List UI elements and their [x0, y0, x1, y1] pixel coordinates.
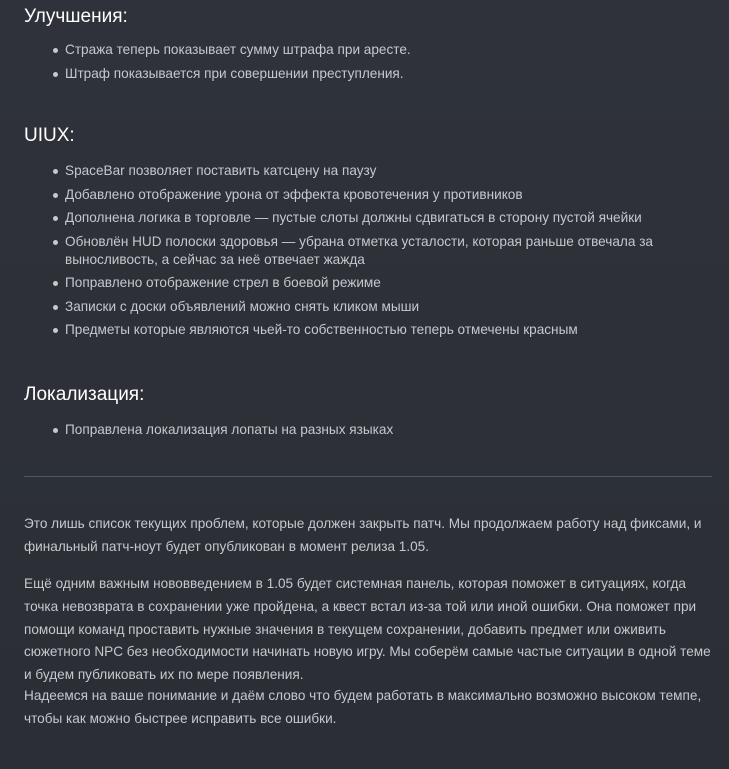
localization-list: [24, 421, 684, 445]
list-item: Поправлено отображение стрел в боевой режиме: [24, 274, 684, 292]
section-heading-localization: Локализация:: [24, 384, 145, 405]
list-item: Предметы которые являются чьей-то собственностью теперь отмечены красным: [24, 321, 684, 339]
uiux-list: [24, 162, 684, 345]
section-heading-improvements: Улучшения:: [24, 6, 128, 27]
divider: [24, 476, 712, 477]
list-item: Стража теперь показывает сумму штрафа при аресте.: [24, 41, 684, 59]
improvements-list: [24, 41, 684, 88]
list-item: Записки с доски объявлений можно снять кликом мыши: [24, 298, 684, 316]
section-heading-uiux: UIUX:: [24, 125, 75, 146]
paragraph: Это лишь список текущих проблем, которые должен закрыть патч. Мы продолжаем работу над фиксами, и финальный патч-ноут будет опубликован в момент релиза 1.05.: [24, 516, 702, 554]
list-item: Обновлён HUD полоски здоровья — убрана отметка усталости, которая раньше отвечала за выносливость, а сейчас за неё отвечает жажда: [24, 233, 684, 269]
paragraph: Ещё одним важным нововведением в 1.05 будет системная панель, которая поможет в ситуациях, когда точка невозврата в сохранении уже пройдена, а квест встал из-за той или иной ошибки. Она поможет при помощи команд проставить нужные значения в текущем сохранении, добавить предмет или оживить сюжетного NPC без необходимости начинать новую игру. Мы соберём самые частые ситуации в одной теме и будем публиковать их по мере появления.: [24, 576, 711, 683]
list-item: Дополнена логика в торговле — пустые слоты должны сдвигаться в сторону пустой ячейки: [24, 209, 684, 227]
list-item: Поправлена локализация лопаты на разных языках: [24, 421, 684, 439]
list-item: Добавлено отображение урона от эффекта кровотечения у противников: [24, 186, 684, 204]
list-item: Штраф показывается при совершении преступления.: [24, 65, 684, 83]
list-item: SpaceBar позволяет поставить катсцену на паузу: [24, 162, 684, 180]
paragraph: Надеемся на ваше понимание и даём слово что будем работать в максимально возможно высоком темпе, чтобы как можно быстрее исправить все ошибки.: [24, 688, 702, 726]
